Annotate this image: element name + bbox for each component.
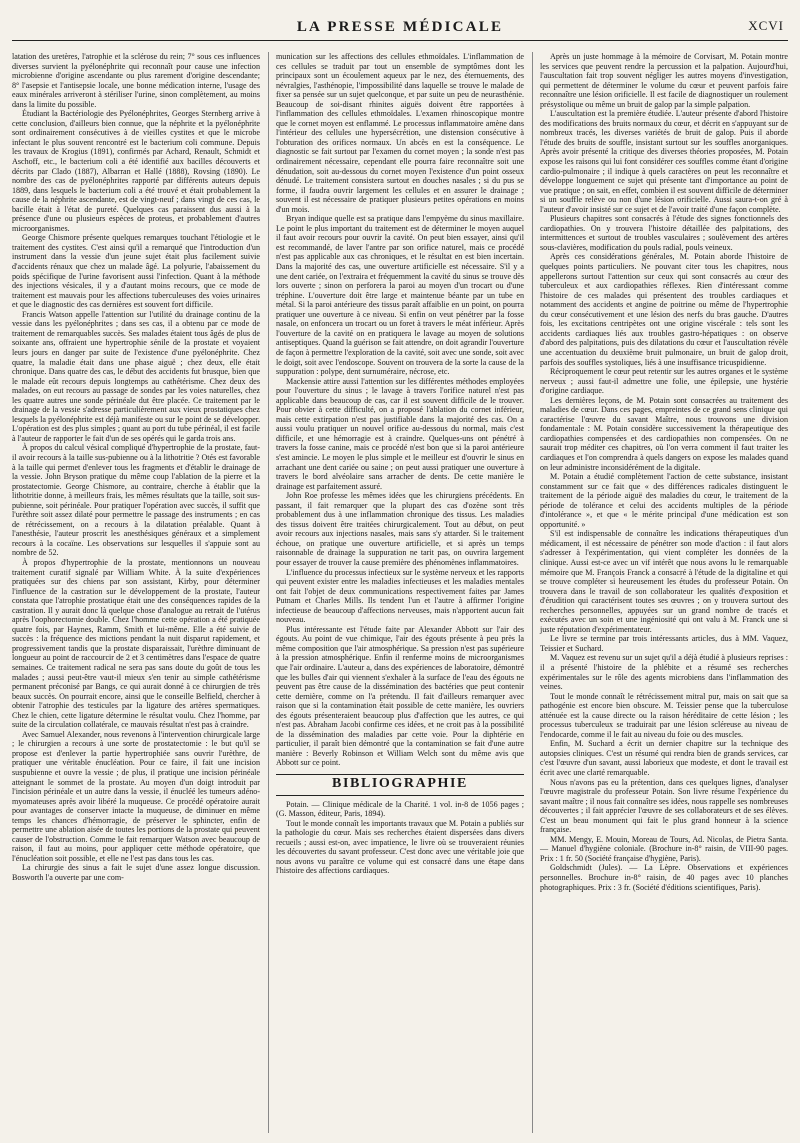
paragraph: Francis Watson appelle l'attention sur l'utilité du drainage continu de la vessie dans les pyélonéphrites ; dans ses cas, il a obtenu par ce mode de traitement de remarquables succès. Ses malades étaient tous âgés de plus de soixante ans, offraient une hypertrophie sénile de la prostate et voyaient leurs jours en danger par suite de l'existence d'une pyélonéphrite. Chez quatre, la maladie était dans une phase aiguë ; chez deux, elle était chronique. Dans quatre des cas, le début des accidents fut brusque, bien que le malade eût recours depuis longtemps au cathétérisme. Chez deux des malades, on eut recours au passage de sondes par les voies naturelles, chez les quatre autres une sonde périnéale dut être placée. Ce traitement par le drainage de la vessie s'adresse particulièrement aux vieux prostatiques chez lesquels la pyélonéphrite est déjà manifeste ou sur le point de se développer. L'opération est des plus simples ; quant au port du tube périnéal, il est facile à l'auteur de rapporter le fait d'un de ses opérés qui le garda trois ans. xyxy=(12,309,260,443)
paragraph: Nous n'avons pas eu la prétention, dans ces quelques lignes, d'analyser l'œuvre magistrale du professeur Potain. Son livre résume l'expérience du savant maître ; il nous fait connaître ses idées, nous rappelle ses nombreuses découvertes ; il fait apprécier l'œuvre de ses collaborateurs et de ses élèves. C'est un beau monument qui fait le plus grand honneur à la science française. xyxy=(540,777,788,835)
column-left xyxy=(12,52,260,1133)
paragraph: À propos du calcul vésical compliqué d'hypertrophie de la prostate, faut-il avoir recours à la taille sus-pubienne ou à la lithotritie ? Otés est favorable à la taille qui permet d'enlever tous les fragments et d'établir le drainage de la vessie. John Bryson pratique du même coup l'ablation de la pierre et la prostatectomie. George Chismore, au contraire, cherche à établir que la lithotritie donne, à meilleurs frais, les mêmes résultats que la taille, soit sus-pubienne, soit périnéale. Pour pratiquer l'opération avec succès, il suffit que l'urèthre soit assez dilaté pour permettre le passage des instruments ; en cas de rétrécissement, on a recours à la dilatation préalable. Quant à l'anesthésie, l'auteur proscrit les anesthésiques généraux et a simplement recours à la cocaïne. Les observations sur lesquelles il s'appuie sont au nombre de 52. xyxy=(12,443,260,558)
paragraph: Plus intéressante est l'étude faite par Alexander Abbott sur l'air des égouts. Au point de vue chimique, l'air des égouts présente à peu près la même composition que l'air atmosphérique. Sa pression n'est pas supérieure à la pression atmosphérique. Enfin il renferme moins de microorganismes que l'air ordinaire. L'auteur a, dans des expériences de laboratoire, démontré que les bulles d'air qui viennent s'exhaler à la surface de l'eau des égouts ne peuvent pas être cause de la dissémination des bactéries que peut contenir cette dernière, comme on l'a prétendu. Il fait d'ailleurs remarquer avec raison que si la contamination était possible de cette manière, les ouvriers des égouts présenteraient beaucoup plus d'affection que les autres, ce qui n'est pas. Abraham Jacobi confirme ces idées, et ne croit pas à la possibilité de la dissémination des maladies par cette voie. Pour la diphtérie en particulier, il paraît bien démontré que la contamination se fait d'une autre manière : Beverly Robinson et William Welch sont du même avis que Abbott sur ce point. xyxy=(276,624,524,768)
paragraph: Avec Samuel Alexander, nous revenons à l'intervention chirurgicale large ; le chirurgien a recours à une sorte de prostatectomie : le but qu'il se propose est d'enlever la partie hypertrophiée sans ouvrir l'urèthre, de pratiquer une véritable énucléation. Pour ce faire, il fait une incision suspubienne et ouvre la vessie ; de plus, il pratique une incision périnéale atteignant le sommet de la prostate. Au moyen d'un doigt introduit par l'incision périnéale et un autre dans la vessie, il énucléé les tumeurs adéno-myomateuses après avoir libéré la muqueuse. Ce procédé opératoire aurait pour avantages de conserver intacte la muqueuse, de diminuer en même temps les chances d'hémorragie, de préserver le sphincter, enfin de permettre une ablation aisée de toutes les portions de la prostate qui peuvent causer de l'obstruction. Comme le fait remarquer Watson avec beaucoup de raison, il faut au moins, pour appliquer cette méthode opératoire, que l'énucléation soit possible, et elle ne l'est pas dans tous les cas. xyxy=(12,729,260,863)
column-middle xyxy=(268,52,524,1133)
paragraph: Bryan indique quelle est sa pratique dans l'empyème du sinus maxillaire. Le point le plus important du traitement est de déterminer le moyen auquel il faut avoir recours pour ouvrir la cavité. On peut bien essayer, ainsi qu'il est recommandé, de laver l'antre par son orifice naturel, mais ce procédé n'est pas applicable aux cas chroniques, et le résultat en est bien incertain. Dans la majorité des cas, une ouverture artificielle est nécessaire. S'il y a une dent cariée, on l'extraira et fréquemment la cavité du sinus se trouve dès lors ouverte ; sinon on perforera la paroi au moyen d'un trocart ou d'une tréphine. L'ouverture doit être large et maintenue béante par un tube en métal. Si la paroi antérieure des tissus paraît affaiblie en un point, on pourra pratiquer une ouverture à ce niveau. Si enfin on veut pénétrer par la fosse nasale, on enfoncera un trocart ou un foret à travers le méat inférieur. Après l'ouverture de la cavité on en pratiquera le lavage au moyen de solutions antiseptiques. Quand la guérison se fait attendre, on doit agrandir l'ouverture de façon à permettre l'exploration de la cavité, soit avec une sonde, soit avec le doigt, soit avec l'endoscope. Souvent on trouvera de la sorte la cause de la suppuration : polype, dent surnuméraire, nécrose, etc. xyxy=(276,214,524,377)
bibliography-entry: Potain. — Clinique médicale de la Charité. 1 vol. in-8 de 1056 pages ; (G. Masson, éditeur, Paris, 1894). xyxy=(276,799,524,819)
page-number: XCVI xyxy=(748,18,784,33)
bibliography-entry: Goldschmidt (Jules). — La Lèpre. Observations et expériences personnelles. Brochure in-8° raisin, de 40 pages avec 10 planches photographiques. Prix : 3 fr. (Société d'éditions scientifiques, Paris). xyxy=(540,863,788,892)
paragraph: Réciproquement le cœur peut retentir sur les autres organes et le système nerveux ; aussi faut-il admettre une folie, une épilepsie, une hystérie d'origine cardiaque. xyxy=(540,367,788,396)
bibliography-entry: MM. Mengy, E. Mouin, Moreau de Tours, Ad. Nicolas, de Pietra Santa. — Manuel d'hygiène coloniale. (Brochure in-8° raisin, de VIII-90 pages. Prix : 1 fr. 50 (Société française d'hygiène, Paris). xyxy=(540,834,788,863)
paragraph: M. Potain a étudié complètement l'action de cette substance, insistant constamment sur ce fait que « des différences radicales distinguent le traitement de la période aiguë des maladies du cœur, le traitement de la période de tolérance et celui des accidents multiples de la période d'intolérance », et que « le mérite principal d'une médication est son opportunité. » xyxy=(540,472,788,529)
paragraph: George Chismore présente quelques remarques touchant l'étiologie et le traitement des cystites. C'est ainsi qu'il a remarqué que l'introduction d'un instrument dans la vessie d'un jeune sujet était plus facilement suivie d'accidents rénaux que chez un malade âgé. La polyurie, l'abaissement du poids spécifique de l'urine favorisent aussi l'infection. Quant à la méthode des injections vésicales, il y a d'autant moins recours, que ce mode de traitement est mauvais pour les affections tuberculeuses des voies urinaires et que le diagnostic des cas dernières est souvent fort difficile. xyxy=(12,233,260,310)
column-right xyxy=(532,52,788,1133)
paragraph: Mackensie attire aussi l'attention sur les différentes méthodes employées pour l'ouverture du sinus ; le lavage à travers l'orifice naturel n'est pas applicable dans beaucoup de cas, car il est souvent difficile de le trouver. Pour obvier à cette difficulté, on a proposé l'ablation du cornet inférieur, mais cette extirpation n'est pas justifiable dans la majorité des cas. On a aussi voulu pratiquer un nouvel orifice au-dessous du normal, mais c'est difficile, et une hémorragie est à craindre. Quelques-uns ont pénétré à travers la fosse canine, mais ce procédé n'est bon que si la paroi antérieure s'est amincie. Le moyen le plus simple et le meilleur est d'ouvrir le sinus en arrachant une dent cariée ou saine ; on peut aussi pratiquer une ouverture à travers le bord alvéolaire sans arracher de dents. De cette manière le drainage est parfaitement assuré. xyxy=(276,376,524,491)
page-header xyxy=(12,14,788,41)
paragraph: M. Vaquez est revenu sur un sujet qu'il a déjà étudié à plusieurs reprises : il a présenté l'histoire de la phlébite et a résumé ses recherches expérimentales sur le rôle des agents microbiens dans l'inflammation des veines. xyxy=(540,653,788,692)
paragraph: Les dernières leçons, de M. Potain sont consacrées au traitement des maladies de cœur. Dans ces pages, empreintes de ce grand sens clinique qui caractérise l'œuvre du savant Maître, nous trouvons une division fondamentale : M. Potain considère successivement la thérapeutique des cardiopathies compensées et des cardiopathies non compensées. On ne saurait trop méditer ces chapitres, où l'on verra comment il faut traiter les cardiaques et l'on comprendra à quels dangers on expose les malades quand on leur administre inconsidérément de la digitale. xyxy=(540,395,788,472)
bibliography-heading: BIBLIOGRAPHIE xyxy=(332,776,468,792)
paragraph: Étudiant la Bactériologie des Pyélonéphrites, Georges Sternberg arrive à cette conclusion, d'ailleurs bien connue, que la néphrite et la pyélonéphrite sont ordinairement consécutives à de vieilles cystites et que le microbe infectant le plus souvent rencontré est le bacterium coli commune. Depuis les travaux de Krogius (1891), confirmés par Achard, Renault, Schmidt et Aschoff, etc., le bacterium coli a été identifié aux bacilles découverts et décrits par Clado (1887), Albarran et Hallé (1888), Rovsing (1890). Le nombre des cas de pyélonéphrites rapporté par différents auteurs depuis 1889, dans lesquels le bacterium coli a été trouvé et était probablement la cause de la néphrite ascendante, est de vingt-neuf ; dans vingt de ces cas, le bacille était à l'état de pureté. Quelques cas paraissent dus aussi à la présence d'une ou plusieurs espèces de proteus, et probablement d'autres microorganismes. xyxy=(12,109,260,233)
paragraph: Le livre se termine par trois intéressants articles, dus à MM. Vaquez, Teissier et Suchard. xyxy=(540,634,788,653)
paragraph: munication sur les affections des cellules ethmoïdales. L'inflammation de ces cellules se traduit par tout un ensemble de symptômes dont les principaux sont un écoulement aqueux par le nez, des éternuements, des névralgies, l'asthénopie, l'impossibilité dans laquelle se trouve le malade de fixer sa pensée sur un sujet quelconque, et par suite un peu de neurasthénie. Beaucoup de soi-disant rhinites aiguës doivent être rapportées à l'inflammation des cellules ethmoïdales. L'examen rhinoscopique montre que le cornet moyen est enflammé. Le processus inflammatoire amène dans l'intérieur des cellules une hypersécrétion, une distension consécutive à l'obturation des orifices normaux. Un abcès en est la conséquence. Le diagnostic se fait surtout par l'examen du cornet moyen ; la sonde n'est pas ordinairement nécessaire, cependant elle pourra faire reconnaître soit une dénudation, soit au-dessous du cornet moyen l'existence d'un point osseux dénudé. Le traitement consistera surtout en douches nasales ; si du pus se forme, il faudra ouvrir largement les cellules et en assurer le drainage ; souvent il est nécessaire de pratiquer plusieurs petites opérations en moins d'un mois. xyxy=(276,52,524,214)
paragraph: Enfin, M. Suchard a écrit un dernier chapitre sur la technique des autopsies cliniques. C'est un résumé qui rendra bien de grands services, car c'est l'œuvre d'un savant, aussi laborieux que modeste, et dont le travail est écrit avec une clarté remarquable. xyxy=(540,739,788,778)
section-divider xyxy=(276,795,524,796)
journal-title: LA PRESSE MÉDICALE xyxy=(296,18,504,35)
paragraph: La chirurgie des sinus a fait le sujet d'une assez longue discussion. Bosworth l'a ouverte par une com- xyxy=(12,863,260,883)
paragraph: latation des uretères, l'atrophie et la sclérose du rein; 7° sous ces influences diverses survient la pyélonéphrite qui reconnaît pour cause une infection microbienne d'origine ascendante ou plus rarement d'origine descendante; 8° l'asepsie et l'antisepsie locale, une bonne médication interne, l'usage des eaux minérales arriveront à stériliser l'urine, sinon complètement, au moins dans la limite du possible. xyxy=(12,52,260,109)
paragraph: L'influence du processus infectieux sur le système nerveux et les rapports qui peuvent exister entre les maladies infectieuses et les maladies mentales ont fait l'objet de deux communications respectivement faites par James Putnam et Charles Mills. Ils tendent l'un et l'autre à affirmer l'origine infectieuse de beaucoup d'affections nerveuses, mais n'apportent aucun fait nouveau. xyxy=(276,567,524,625)
paragraph: Après ces considérations générales, M. Potain aborde l'histoire de quelques points particuliers. Ne pouvant citer tous les chapitres, nous appellerons surtout l'attention sur ceux qui sont consacrés au cœur des tuberculeux et aux cardiopathies réflexes. Rien d'intéressant comme l'histoire de ces malades qui présentent des troubles cardiaques et notamment des accidents et angine de poitrine ou même de l'hypertrophie du cœur consécutivement et une lésion des nerfs du bras gauche. D'autres fois, les excitations centripètes ont une origine viscérale : tels sont les accidents cardiaques liés aux troubles gastro-hépatiques : on observe d'abord des palpitations, puis des dilatations du cœur et l'auscultation révèle une accentuation du deuxième bruit pulmonaire, un bruit de galop droit, parfois des souffles systoliques, liés à une insuffisance tricuspidienne. xyxy=(540,252,788,367)
paragraph: Tout le monde connaît les importants travaux que M. Potain a publiés sur la pathologie du cœur. Mais ses recherches étaient dispersées dans divers recueils ; aussi est-on, avec impatience, le livre où se trouveraient réunies les découvertes du savant professeur. C'est donc avec une véritable joie que nous avons vu paraître ce volume qui est consacré dans une étape dans l'histoire des affections cardiaques. xyxy=(276,818,524,876)
paragraph: Après un juste hommage à la mémoire de Corvisart, M. Potain montre les services que peuvent rendre la percussion et la palpation. Aujourd'hui, l'auscultation fait trop souvent négliger les autres moyens d'investigation, qui permettent de déterminer le volume du cœur et peuvent parfois faire reconnaître une lésion orificielle. Il est facile de diagnostiquer un roulement présystolique ou même un bruit de galop par la simple palpation. xyxy=(540,52,788,109)
paragraph: S'il est indispensable de connaître les indications thérapeutiques d'un médicament, il est nécessaire de pénétrer son mode d'action : il faut alors s'adresser à l'expérimentation, qui vient compléter les données de la clinique. Aussi est-ce avec un vif intérêt que nous avons lu le remarquable mémoire que M. François Franck a consacré à l'étude de la digitaline et qui se trouve compléter si heureusement les études du professeur Potain. On trouvera dans le travail de son collaborateur les qualités d'exposition et d'érudition qui caractérisent toutes ses œuvres ; on y trouvera surtout des recherches personnelles, appuyées sur un grand nombre de tracés et exécutés avec un soin et une ingéniosité qui ont valu à M. Franck une si juste réputation d'expérimentateur. xyxy=(540,529,788,634)
paragraph: Tout le monde connaît le rétrécissement mitral pur, mais on sait que sa pathogénie est encore bien obscure. M. Teissier pense que la tuberculose atténuée est la cause directe ou la raison héréditaire de cette lésion ; les processus tuberculeux se traduirait par une lésion scléreuse au niveau de l'endocarde, comme il le fait au niveau du foie ou des muscles. xyxy=(540,691,788,739)
paragraph: Plusieurs chapitres sont consacrés à l'étude des signes fonctionnels des cardiopathies. On y trouvera l'histoire détaillée des palpitations, des intermittences et surtout de troubles vasculaires ; soulèvement des artères sous-clavières, modification du pouls radial, pouls veineux. xyxy=(540,214,788,252)
paragraph: L'auscultation est la première étudiée. L'auteur présente d'abord l'histoire des modifications des bruits normaux du cœur, et décrit en s'appuyant sur de nombreux tracés, les diverses variétés de bruit de galop. Puis il aborde l'étude des bruits de souffle, insistant surtout sur les souffles anorganiques. Après avoir présenté la critique des diverses théories proposées, M. Potain expose les raisons qui lui font considérer ces souffles comme étant d'origine cardio-pulmonaire ; il indique à quels caractères on peut les reconnaître et développe longuement ce sujet qui présente tant d'importance au point de vue pratique ; on sait, en effet, combien il est souvent difficile de déterminer si un souffle relève ou non d'une lésion orificielle. Aussi saura-t-on gré à l'auteur d'avoir insisté sur ce sujet et de l'avoir traité d'une façon complète. xyxy=(540,109,788,214)
text-columns xyxy=(12,52,788,1133)
paragraph: À propos d'hypertrophie de la prostate, mentionnons un nouveau traitement curatif signalé par William White. À la suite d'expériences pratiquées sur des chiens par son assistant, Kirby, pour déterminer l'influence de la castration sur le développement de la prostate, l'auteur constata que l'atrophie prostatique était une des conséquences rapides de la castration. Il y aurait donc là quelque chose d'analogue au retrait de l'utérus après l'oophorectomie double. Chez l'homme cette opération a été pratiquée quatre fois, par Haynes, Ramm, Smith et lui-même. Elle a été suivie de succès : la fréquence des mictions pendant la nuit disparut rapidement, et progressivement tandis que la prostate disparaissait, l'urèthre diminuant de longueur au point de raccourcir de 2 et 3 centimètres dans l'espace de quatre semaines. Ce traitement radical ne sera pas sans doute du goût de tous les malades ; aussi peut-être vaut-il mieux s'en tenir au simple cathétérisme permanent préconisé par Bangs, ce qui aurait donné à ce chirurgien de très beaux succès. On pourrait encore, ainsi que le conseille Belfield, chercher à obtenir l'atrophie des testicules par la ligature des artères spermatiques. Chez le chien, cette ligature détermine le résultat voulu. Chez l'homme, par suite de la circulation collatérale, ce mauvais résultat n'est pas à craindre. xyxy=(12,557,260,730)
paragraph: John Roe professe les mêmes idées que les chirurgiens précédents. En passant, il fait remarquer que la plupart des cas d'ozène sont très probablement dus à une inflammation chronique des tissus. Les maladies des tissus doivent être traitées chirurgicalement. Tout au début, on peut avoir recours aux injections nasales, mais sans s'y attarder. Si le traitement échoue, on pratique une ouverture artificielle, et si après un temps raisonnable de drainage la suppuration ne tarit pas, on ouvrira largement pour essayer de trouver la cause première des phénomènes inflammatoires. xyxy=(276,491,524,567)
section-divider xyxy=(276,774,524,775)
